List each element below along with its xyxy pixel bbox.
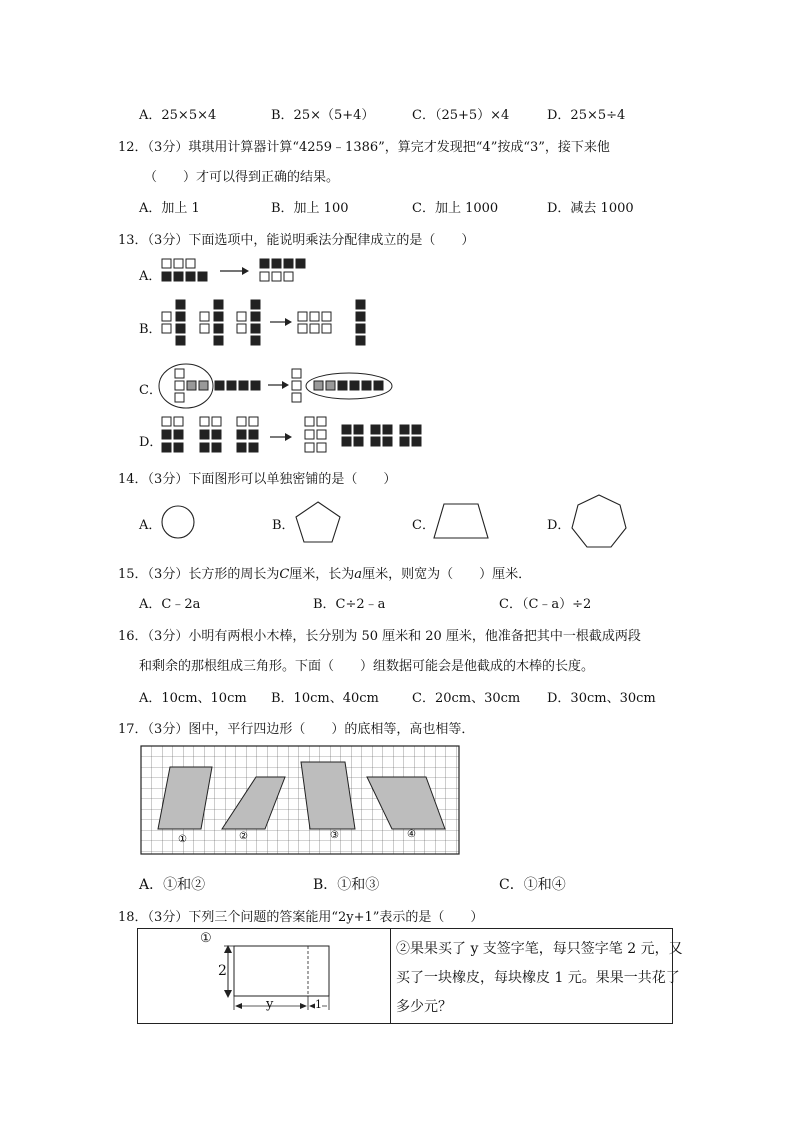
q15-stem-part1: 15．（3分）长方形的周长为 <box>118 567 280 582</box>
q14-label-d[interactable]: D． <box>547 518 571 533</box>
q18-table <box>137 928 683 1024</box>
q14-label-b[interactable]: B． <box>272 518 295 533</box>
q15-stem-part2: 厘米，长为 <box>289 567 355 582</box>
q12-option-d[interactable]: D．减去 1000 <box>547 201 634 216</box>
q13-figure-d <box>160 415 430 459</box>
q17-option-c[interactable]: C．①和④ <box>499 877 566 893</box>
q11-option-b[interactable]: B．25×（5+4） <box>271 108 375 123</box>
pentagon-icon <box>295 500 343 544</box>
q13-label-c[interactable]: C． <box>139 383 162 398</box>
q13-label-a[interactable]: A． <box>139 269 162 284</box>
q18-cell2-line3: 多少元？ <box>396 999 452 1015</box>
q16-option-c[interactable]: C．20cm、30cm <box>412 691 521 706</box>
q12-option-a[interactable]: A．加上 1 <box>139 201 200 216</box>
circle-icon <box>160 504 196 540</box>
q13-label-b[interactable]: B． <box>139 322 162 337</box>
q18-width-label: y <box>266 997 274 1012</box>
q17-option-a[interactable]: A．①和② <box>139 877 206 893</box>
q16-option-b[interactable]: B．10cm、40cm <box>271 691 379 706</box>
q18-cell1-marker: ① <box>200 931 212 946</box>
q12-stem-line1: 12．（3分）琪琪用计算器计算“4259﹣1386”，算完才发现把“4”按成“3”，接下来他 <box>118 140 610 155</box>
heptagon-icon <box>570 493 630 551</box>
q17-stem: 17．（3分）图中，平行四边形（ ）的底相等，高也相等． <box>118 722 475 737</box>
q11-option-a[interactable]: A．25×5×4 <box>139 108 217 123</box>
q18-cell-1[interactable] <box>138 929 390 1023</box>
q11-option-c[interactable]: C．（25+5）×4 <box>412 108 510 123</box>
q15-option-a[interactable]: A．C﹣2a <box>139 597 201 612</box>
q12-option-b[interactable]: B．加上 100 <box>271 201 349 216</box>
q18-table-divider <box>390 929 391 1023</box>
q14-label-a[interactable]: A． <box>139 518 162 533</box>
q18-cell2-line1: ②果果买了 y 支签字笔，每只签字笔 2 元，又 <box>396 941 683 957</box>
q12-option-c[interactable]: C．加上 1000 <box>412 201 499 216</box>
q16-stem-line1: 16．（3分）小明有两根小木棒，长分别为 50 厘米和 20 厘米，他准备把其中一根截成两段 <box>118 629 641 644</box>
parallelogram-3 <box>301 762 355 829</box>
trapezoid-icon <box>433 502 493 540</box>
q13-label-d[interactable]: D． <box>139 435 163 450</box>
q12-stem-line2: （ ）才可以得到正确的结果。 <box>144 170 340 185</box>
q11-option-d[interactable]: D．25×5÷4 <box>547 108 626 123</box>
q18-cell-2[interactable] <box>396 935 683 1023</box>
q18-height-label: 2 <box>218 963 227 979</box>
figure-label-1: ① <box>178 834 187 845</box>
figure-label-4: ④ <box>407 829 416 840</box>
q14-label-c[interactable]: C． <box>412 518 435 533</box>
q13-stem: 13．（3分）下面选项中，能说明乘法分配律成立的是（ ） <box>118 233 475 248</box>
q15-stem-var-a: a <box>354 567 363 582</box>
q18-stem: 18．（3分）下列三个问题的答案能用“2y+1”表示的是（ ） <box>118 910 484 925</box>
q14-stem: 14．（3分）下面图形可以单独密铺的是（ ） <box>118 472 397 487</box>
q15-stem-var-c: C <box>279 567 290 582</box>
figure-label-3: ③ <box>330 830 339 841</box>
q15-option-c[interactable]: C．（C﹣a）÷2 <box>499 597 592 612</box>
q15-stem-part3: 厘米，则宽为（ ）厘米． <box>362 567 532 582</box>
q17-option-b[interactable]: B．①和③ <box>313 877 380 893</box>
q13-figure-b <box>160 298 370 350</box>
q18-extra-label: 1 <box>315 998 322 1011</box>
q16-stem-line2: 和剩余的那根组成三角形。下面（ ）组数据可能会是他截成的木棒的长度。 <box>139 659 595 674</box>
figure-label-2: ② <box>239 831 248 842</box>
q15-stem <box>118 563 531 582</box>
q18-cell2-line2: 买了一块橡皮，每块橡皮 1 元。果果一共花了 <box>396 970 680 986</box>
q16-option-a[interactable]: A．10cm、10cm <box>139 691 247 706</box>
q15-option-b[interactable]: B．C÷2﹣a <box>313 597 386 612</box>
q16-option-d[interactable]: D．30cm、30cm <box>547 691 656 706</box>
q13-figure-c <box>158 362 398 410</box>
q17-grid-figure <box>141 746 461 856</box>
q13-figure-a <box>160 256 320 288</box>
